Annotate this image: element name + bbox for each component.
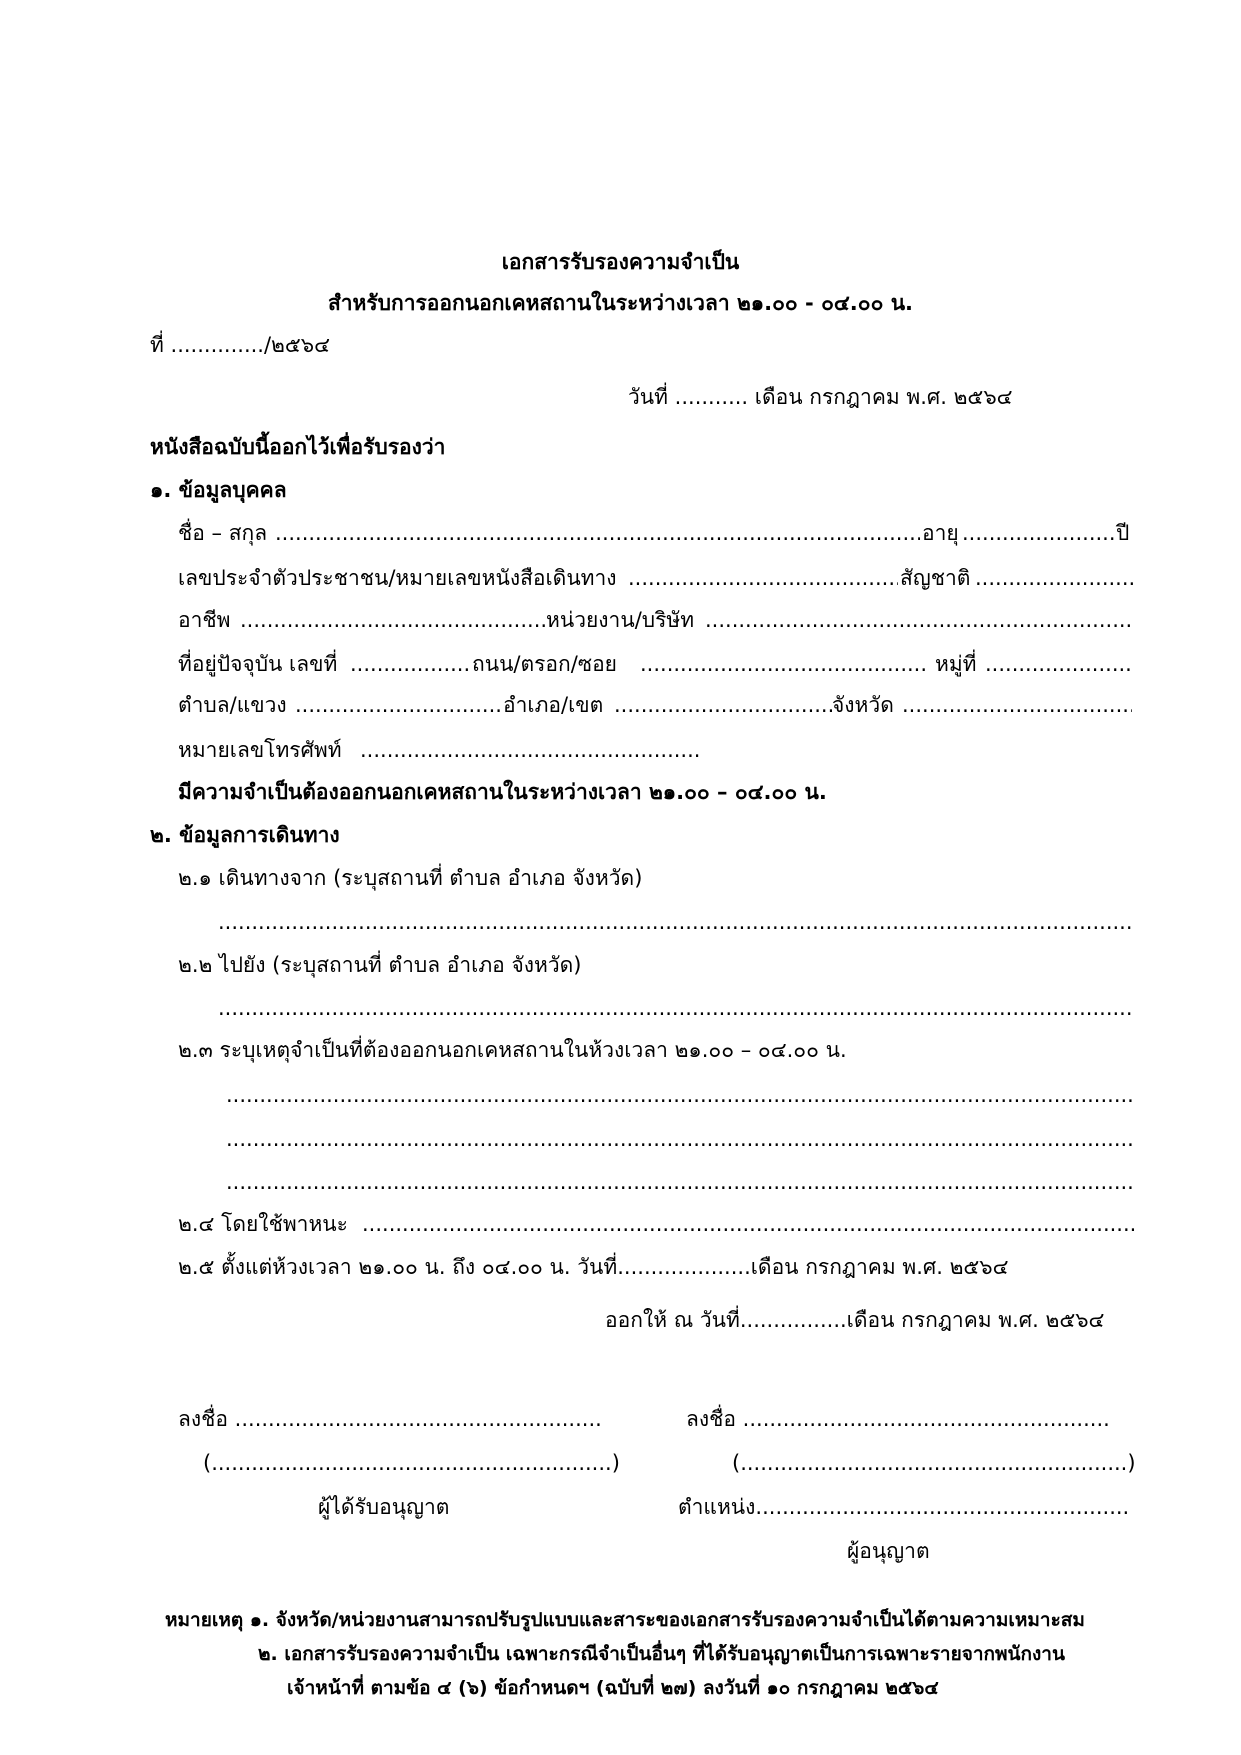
road-field[interactable] bbox=[640, 649, 925, 679]
subdistrict-label: ตำบล/แขวง bbox=[178, 693, 287, 717]
section2-heading: ๒. ข้อมูลการเดินทาง bbox=[150, 823, 340, 847]
subdistrict-field[interactable] bbox=[295, 690, 503, 720]
document-title: เอกสารรับรองความจำเป็น bbox=[501, 250, 740, 274]
right-name-field[interactable]: (..........................................................) bbox=[732, 1451, 1136, 1475]
document-subtitle: สำหรับการออกนอกเคหสถานในระหว่างเวลา ๒๑.๐๐ - ๐๔.๐๐ น. bbox=[327, 291, 914, 315]
address-label: ที่อยู่ปัจจุบัน เลขที่ bbox=[178, 652, 338, 676]
district-label: อำเภอ/เขต bbox=[503, 693, 604, 717]
note-line-1: หมายเหตุ ๑. จังหวัด/หน่วยงานสามารถปรับรูปแบบและสาระของเอกสารรับรองความจำเป็นได้ตามความเหมาะสม bbox=[165, 1609, 1085, 1631]
district-field[interactable] bbox=[614, 690, 832, 720]
organization-label: หน่วยงาน/บริษัท bbox=[546, 608, 695, 632]
right-signature-field[interactable]: ลงชื่อ ....................................................... bbox=[686, 1407, 1110, 1431]
phone-label: หมายเลขโทรศัพท์ bbox=[178, 738, 342, 762]
document-date-field[interactable]: วันที่ ........... เดือน กรกฎาคม พ.ศ. ๒๕๖๔ bbox=[628, 385, 1013, 409]
nationality-label: สัญชาติ bbox=[900, 566, 971, 590]
permittee-label: ผู้ได้รับอนุญาต bbox=[318, 1495, 450, 1519]
organization-field[interactable] bbox=[705, 605, 1133, 635]
occupation-label: อาชีพ bbox=[178, 608, 231, 632]
from-field[interactable] bbox=[218, 907, 1134, 937]
left-signature-field[interactable]: ลงชื่อ ....................................................... bbox=[178, 1407, 602, 1431]
to-field[interactable] bbox=[218, 993, 1134, 1023]
house-number-field[interactable] bbox=[350, 649, 470, 679]
reason-field-line-1[interactable] bbox=[226, 1080, 1134, 1110]
name-field[interactable] bbox=[275, 518, 920, 548]
note-line-2: ๒. เอกสารรับรองความจำเป็น เฉพาะกรณีจำเป็นอื่นๆ ที่ได้รับอนุญาตเป็นการเฉพาะรายจากพนักงาน bbox=[258, 1643, 1065, 1665]
vehicle-field[interactable] bbox=[362, 1209, 1134, 1239]
from-label: ๒.๑ เดินทางจาก (ระบุสถานที่ ตำบล อำเภอ จังหวัด) bbox=[178, 866, 643, 890]
period-field[interactable]: ๒.๕ ตั้งแต่ห้วงเวลา ๒๑.๐๐ น. ถึง ๐๔.๐๐ น. วันที่....................เดือน กรกฎาคม พ.ศ. ๒๕๖๔ bbox=[178, 1255, 1009, 1279]
province-field[interactable] bbox=[902, 690, 1132, 720]
issued-date-field[interactable]: ออกให้ ณ วันที่................เดือน กรกฎาคม พ.ศ. ๒๕๖๔ bbox=[605, 1308, 1105, 1332]
age-field[interactable] bbox=[962, 518, 1114, 548]
note-line-3: เจ้าหน้าที่ ตามข้อ ๔ (๖) ข้อกำหนดฯ (ฉบับที่ ๒๗) ลงวันที่ ๑๐ กรกฎาคม ๒๕๖๔ bbox=[287, 1677, 939, 1699]
occupation-field[interactable] bbox=[240, 605, 546, 635]
approver-label: ผู้อนุญาต bbox=[847, 1539, 930, 1563]
to-label: ๒.๒ ไปยัง (ระบุสถานที่ ตำบล อำเภอ จังหวัด) bbox=[178, 953, 582, 977]
reason-field-line-2[interactable] bbox=[226, 1124, 1134, 1154]
necessity-statement: มีความจำเป็นต้องออกนอกเคหสถานในระหว่างเวลา ๒๑.๐๐ – ๐๔.๐๐ น. bbox=[178, 780, 827, 804]
year-label: ปี bbox=[1116, 521, 1130, 545]
id-label: เลขประจำตัวประชาชน/หมายเลขหนังสือเดินทาง bbox=[178, 566, 617, 590]
province-label: จังหวัด bbox=[832, 693, 894, 717]
document-number-field[interactable]: ที่ ............../๒๕๖๔ bbox=[150, 333, 331, 357]
reason-field-line-3[interactable] bbox=[226, 1167, 1134, 1197]
left-name-field[interactable]: (............................................................) bbox=[203, 1451, 620, 1475]
section1-heading: ๑. ข้อมูลบุคคล bbox=[150, 478, 287, 502]
moo-field[interactable] bbox=[985, 649, 1130, 679]
age-label: อายุ bbox=[922, 521, 959, 545]
name-label: ชื่อ – สกุล bbox=[178, 521, 268, 545]
road-label: ถนน/ตรอก/ซอย bbox=[472, 652, 617, 676]
phone-field[interactable] bbox=[360, 735, 700, 765]
moo-label: หมู่ที่ bbox=[935, 652, 977, 676]
vehicle-label: ๒.๔ โดยใช้พาหนะ bbox=[178, 1212, 348, 1236]
id-field[interactable] bbox=[628, 563, 898, 593]
nationality-field[interactable] bbox=[975, 563, 1133, 593]
position-field[interactable]: ตำแหน่ง........................................................ bbox=[678, 1495, 1130, 1519]
intro-statement: หนังสือฉบับนี้ออกไว้เพื่อรับรองว่า bbox=[150, 435, 446, 459]
reason-label: ๒.๓ ระบุเหตุจำเป็นที่ต้องออกนอกเคหสถานในห้วงเวลา ๒๑.๐๐ – ๐๔.๐๐ น. bbox=[178, 1038, 847, 1062]
